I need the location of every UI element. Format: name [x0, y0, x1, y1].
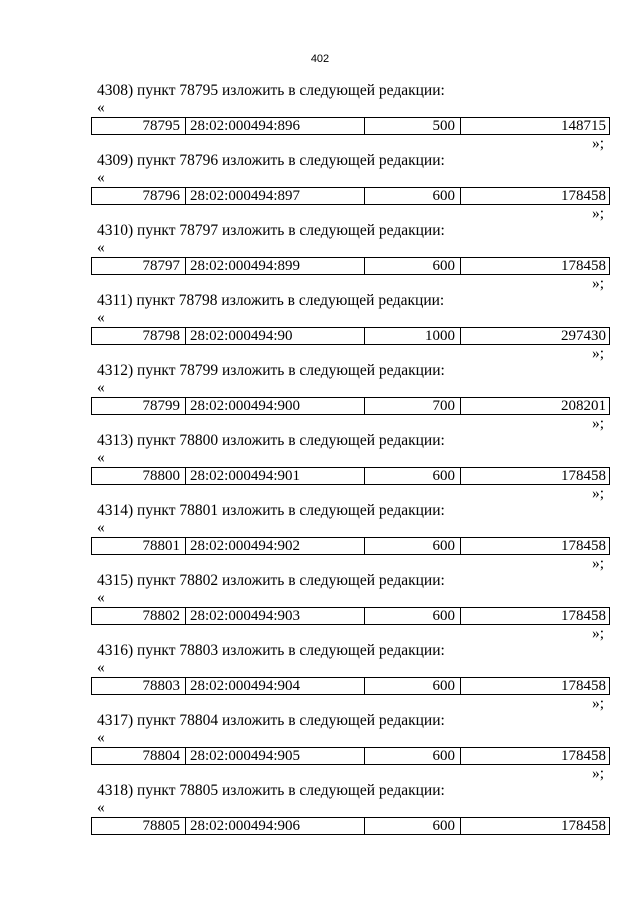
table-row: [91, 327, 610, 345]
amendment-block: [91, 641, 610, 711]
value-cell: 178458: [561, 258, 606, 274]
area-cell: 600: [365, 678, 461, 694]
page-number: 402: [310, 53, 330, 65]
opening-quote: «: [97, 449, 105, 466]
closing-quote: »;: [591, 695, 604, 712]
item-number-cell: 78795: [92, 118, 186, 134]
value-cell: 178458: [561, 538, 606, 554]
amendment-heading: 4311) пункт 78798 изложить в следующей редакции:: [97, 292, 445, 309]
cadastral-number-cell: 28:02:000494:897: [186, 188, 365, 204]
item-number-cell: 78803: [92, 678, 186, 694]
closing-quote: »;: [591, 345, 604, 362]
opening-quote: «: [97, 799, 105, 816]
amendment-heading: 4317) пункт 78804 изложить в следующей редакции:: [97, 712, 445, 729]
opening-quote: «: [97, 589, 105, 606]
amendment-heading: 4310) пункт 78797 изложить в следующей редакции:: [97, 222, 445, 239]
value-cell: 178458: [561, 608, 606, 624]
value-cell: 178458: [561, 748, 606, 764]
cadastral-number-cell: 28:02:000494:90: [186, 328, 365, 344]
closing-quote: »;: [591, 765, 604, 782]
area-cell: 600: [365, 258, 461, 274]
cadastral-number-cell: 28:02:000494:901: [186, 468, 365, 484]
table-row: [91, 187, 610, 205]
area-cell: 600: [365, 608, 461, 624]
value-cell: 148715: [561, 118, 606, 134]
closing-quote: »;: [591, 135, 604, 152]
area-cell: 600: [365, 538, 461, 554]
table-row: [91, 467, 610, 485]
table-row: [91, 257, 610, 275]
closing-quote: »;: [591, 205, 604, 222]
opening-quote: «: [97, 729, 105, 746]
cadastral-number-cell: 28:02:000494:899: [186, 258, 365, 274]
amendment-block: [91, 151, 610, 221]
amendment-block: [91, 781, 610, 851]
table-row: [91, 747, 610, 765]
opening-quote: «: [97, 239, 105, 256]
area-cell: 600: [365, 748, 461, 764]
table-row: [91, 677, 610, 695]
table-row: [91, 397, 610, 415]
closing-quote: »;: [591, 415, 604, 432]
document-body: [91, 81, 610, 851]
item-number-cell: 78796: [92, 188, 186, 204]
opening-quote: «: [97, 309, 105, 326]
item-number-cell: 78798: [92, 328, 186, 344]
closing-quote: »;: [591, 555, 604, 572]
amendment-block: [91, 291, 610, 361]
value-cell: 208201: [561, 398, 606, 414]
opening-quote: «: [97, 99, 105, 116]
amendment-heading: 4318) пункт 78805 изложить в следующей редакции:: [97, 782, 445, 799]
amendment-block: [91, 361, 610, 431]
value-cell: 178458: [561, 818, 606, 834]
opening-quote: «: [97, 379, 105, 396]
closing-quote: »;: [591, 485, 604, 502]
amendment-block: [91, 431, 610, 501]
table-row: [91, 117, 610, 135]
cadastral-number-cell: 28:02:000494:902: [186, 538, 365, 554]
area-cell: 600: [365, 188, 461, 204]
amendment-heading: 4312) пункт 78799 изложить в следующей редакции:: [97, 362, 445, 379]
amendment-heading: 4313) пункт 78800 изложить в следующей редакции:: [97, 432, 445, 449]
area-cell: 1000: [365, 328, 461, 344]
closing-quote: »;: [591, 275, 604, 292]
item-number-cell: 78804: [92, 748, 186, 764]
closing-quote: »;: [591, 625, 604, 642]
table-row: [91, 537, 610, 555]
amendment-heading: 4315) пункт 78802 изложить в следующей редакции:: [97, 572, 445, 589]
amendment-block: [91, 81, 610, 151]
amendment-heading: 4316) пункт 78803 изложить в следующей редакции:: [97, 642, 445, 659]
cadastral-number-cell: 28:02:000494:905: [186, 748, 365, 764]
value-cell: 297430: [561, 328, 606, 344]
amendment-heading: 4309) пункт 78796 изложить в следующей редакции:: [97, 152, 445, 169]
area-cell: 600: [365, 468, 461, 484]
item-number-cell: 78799: [92, 398, 186, 414]
opening-quote: «: [97, 659, 105, 676]
cadastral-number-cell: 28:02:000494:896: [186, 118, 365, 134]
item-number-cell: 78802: [92, 608, 186, 624]
item-number-cell: 78801: [92, 538, 186, 554]
cadastral-number-cell: 28:02:000494:903: [186, 608, 365, 624]
opening-quote: «: [97, 519, 105, 536]
table-row: [91, 607, 610, 625]
opening-quote: «: [97, 169, 105, 186]
table-row: [91, 817, 610, 835]
area-cell: 700: [365, 398, 461, 414]
amendment-block: [91, 571, 610, 641]
amendment-block: [91, 711, 610, 781]
value-cell: 178458: [561, 468, 606, 484]
item-number-cell: 78805: [92, 818, 186, 834]
amendment-block: [91, 221, 610, 291]
cadastral-number-cell: 28:02:000494:900: [186, 398, 365, 414]
value-cell: 178458: [561, 678, 606, 694]
area-cell: 600: [365, 818, 461, 834]
item-number-cell: 78797: [92, 258, 186, 274]
value-cell: 178458: [561, 188, 606, 204]
amendment-heading: 4314) пункт 78801 изложить в следующей редакции:: [97, 502, 445, 519]
cadastral-number-cell: 28:02:000494:906: [186, 818, 365, 834]
area-cell: 500: [365, 118, 461, 134]
cadastral-number-cell: 28:02:000494:904: [186, 678, 365, 694]
amendment-heading: 4308) пункт 78795 изложить в следующей редакции:: [97, 82, 445, 99]
amendment-block: [91, 501, 610, 571]
item-number-cell: 78800: [92, 468, 186, 484]
